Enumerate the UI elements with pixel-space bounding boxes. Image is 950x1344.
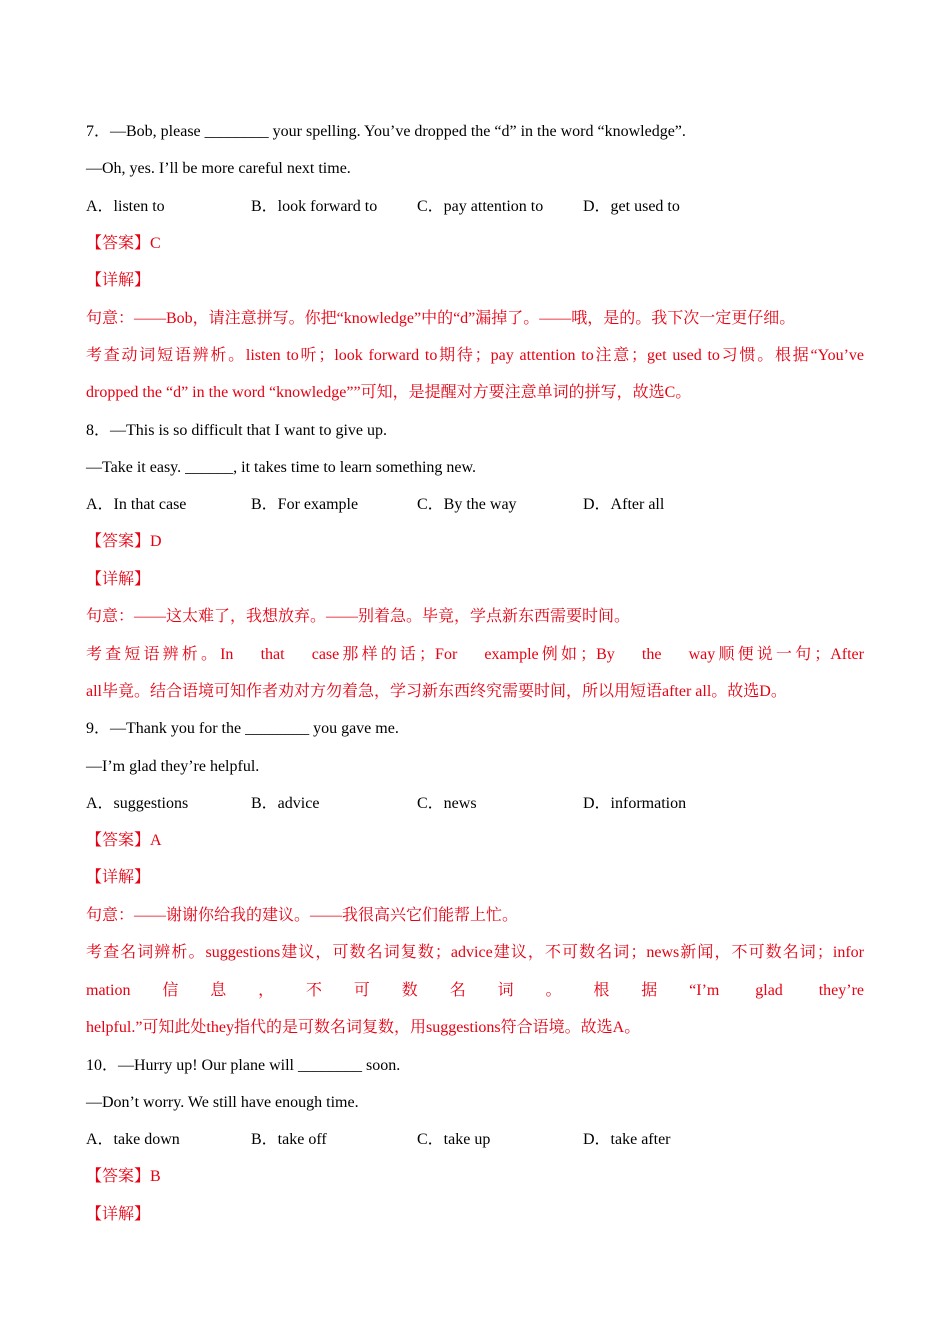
question-9-option-a: A．suggestions — [86, 795, 189, 812]
question-8-reply: —Take it easy. ______, it takes time to learn something new. — [86, 459, 477, 476]
question-8-detail-label: 【详解】 — [86, 571, 151, 588]
question-8-meaning: 句意：——这太难了，我想放弃。——别着急。毕竟，学点新东西需要时间。 — [86, 608, 631, 625]
question-10-option-a: A．take down — [86, 1131, 180, 1148]
question-8-option-d: D．After all — [583, 496, 665, 513]
question-7-option-d: D．get used to — [583, 198, 680, 215]
question-9-detail-label: 【详解】 — [86, 869, 151, 886]
question-10-stem: 10．—Hurry up! Our plane will ________ soon. — [86, 1057, 401, 1074]
question-9-option-d: D．information — [583, 795, 687, 812]
question-9-answer: 【答案】A — [86, 832, 162, 849]
question-7-analysis-line-1: 考查动词短语辨析。listen to听；look forward to期待；pay attention to注意；get used to习惯。根据“You’ve — [86, 347, 864, 364]
question-8-analysis-line-2: all毕竟。结合语境可知作者劝对方勿着急，学习新东西终究需要时间，所以用短语after all。故选D。 — [86, 683, 787, 700]
question-10-option-b: B．take off — [251, 1131, 327, 1148]
question-9-analysis-line-1: 考查名词辨析。suggestions建议，可数名词复数；advice建议，不可数名词；news新闻，不可数名词；infor — [86, 944, 864, 961]
question-7-answer: 【答案】C — [86, 235, 161, 252]
question-8-option-b: B．For example — [251, 496, 359, 513]
question-9-option-c: C．news — [417, 795, 477, 812]
question-8-option-c: C．By the way — [417, 496, 517, 513]
question-9-meaning: 句意：——谢谢你给我的建议。——我很高兴它们能帮上忙。 — [86, 907, 519, 924]
question-8-stem: 8．—This is so difficult that I want to give up. — [86, 422, 388, 439]
question-8-answer: 【答案】D — [86, 533, 162, 550]
question-7-option-a: A．listen to — [86, 198, 165, 215]
question-9-option-b: B．advice — [251, 795, 320, 812]
question-7-meaning: 句意：——Bob，请注意拼写。你把“knowledge”中的“d”漏掉了。——哦，是的。我下次一定更仔细。 — [86, 310, 796, 327]
question-7-stem: 7．—Bob, please ________ your spelling. You’ve dropped the “d” in the word “knowledge”. — [86, 123, 686, 140]
question-7-analysis-line-2: dropped the “d” in the word “knowledge””可知，是提醒对方要注意单词的拼写，故选C。 — [86, 384, 692, 401]
question-7-option-c: C．pay attention to — [417, 198, 544, 215]
question-10-reply: —Don’t worry. We still have enough time. — [86, 1094, 359, 1111]
question-10-option-c: C．take up — [417, 1131, 491, 1148]
question-8-option-a: A．In that case — [86, 496, 187, 513]
question-10-option-d: D．take after — [583, 1131, 671, 1148]
question-8-analysis-line-1: 考查短语辨析。In that case那样的话；For example例如；By the way顺便说一句；After — [86, 646, 864, 663]
question-9-analysis-line-2: mation信息，不可数名词。根据“I’m glad they’re — [86, 982, 864, 999]
question-9-reply: —I’m glad they’re helpful. — [86, 758, 260, 775]
question-9-stem: 9．—Thank you for the ________ you gave me. — [86, 720, 399, 737]
question-10-detail-label: 【详解】 — [86, 1206, 151, 1223]
question-7-reply: —Oh, yes. I’ll be more careful next time. — [86, 160, 351, 177]
question-10-answer: 【答案】B — [86, 1168, 161, 1185]
question-7-detail-label: 【详解】 — [86, 272, 151, 289]
question-7-option-b: B．look forward to — [251, 198, 378, 215]
question-9-analysis-line-3: helpful.”可知此处they指代的是可数名词复数，用suggestions符合语境。故选A。 — [86, 1019, 641, 1036]
